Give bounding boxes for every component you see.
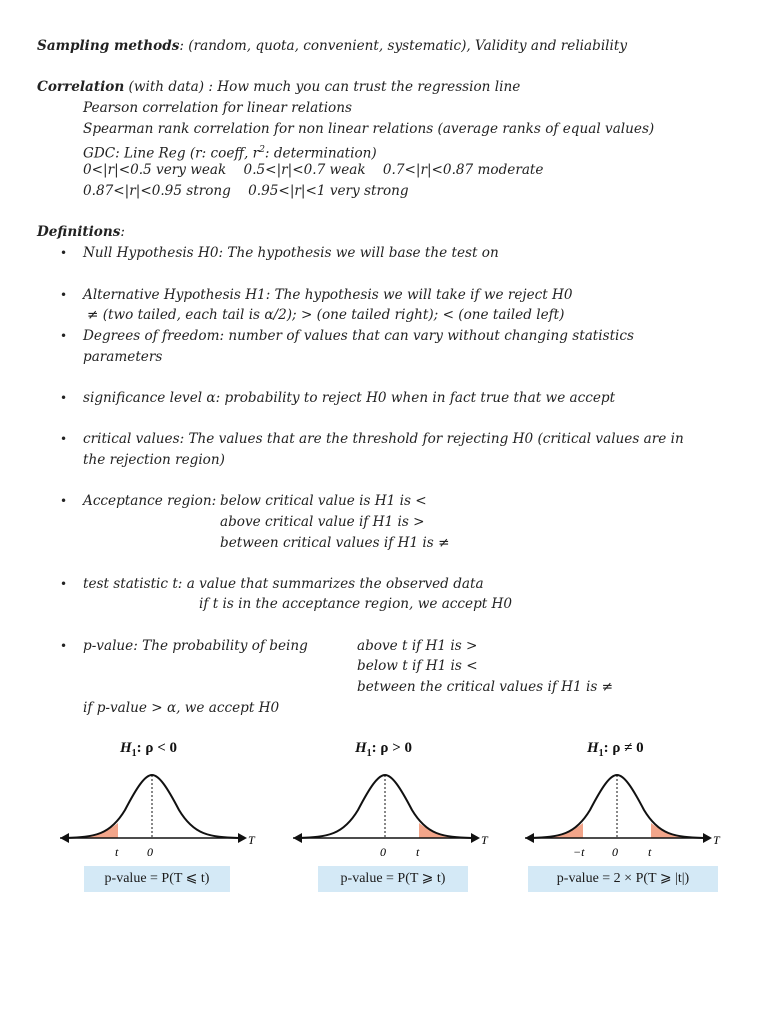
bullet-icon: • [60,639,68,653]
gdc-text-a: GDC: Line Reg (r: coeff, r [83,145,260,162]
plot-1-title: $H_1$: ρ < 0 [120,740,177,759]
p-value-rule: if p-value > α, we accept H0 [83,700,280,716]
acceptance-between: between critical values if H1 is ≠ [220,535,450,551]
bullet-icon: • [60,577,68,591]
plot-2-left-arrow-icon [293,833,302,843]
plot-3-right-arrow-icon [703,833,712,843]
critical-values-cont: the rejection region) [83,452,225,468]
plot-3-axis-label: T [713,833,720,847]
plot-1-p-value: p-value = P(T ⩽ t) [84,866,230,892]
plot-2-axis-label: T [481,833,488,847]
bullet-icon: • [60,494,68,508]
sampling-text: : (random, quota, convenient, systematic), Validity and reliability [179,38,628,54]
plot-2-tick-0: 0 [380,845,386,859]
plot-2-diagram [288,765,498,869]
gdc-text-b: : determination) [264,145,377,162]
acceptance-below: below critical value is H1 is < [220,493,427,509]
plot-2-right-arrow-icon [471,833,480,843]
degrees-of-freedom-cont: parameters [83,349,163,365]
plot-3-diagram [520,765,730,869]
spearman-line: Spearman rank correlation for non linear relations (average ranks of equal values) [83,121,655,137]
alt-hypothesis-tails: ≠ (two tailed, each tail is α/2); > (one tailed right); < (one tailed left) [87,307,565,323]
acceptance-region-label: Acceptance region: [83,493,217,509]
plot-1-right-arrow-icon [238,833,247,843]
p-value-label: p-value: The probability of being [83,638,308,654]
correlation-line [37,78,520,96]
plot-3-p-value: p-value = 2 × P(T ⩾ |t|) [528,866,718,892]
null-hypothesis: Null Hypothesis H0: The hypothesis we will base the test on [83,245,499,261]
bullet-icon: • [60,329,68,343]
plot-3-left-arrow-icon [525,833,534,843]
plot-3-tick-t: t [648,845,652,859]
test-statistic: test statistic t: a value that summarizes the observed data [83,576,484,592]
degrees-of-freedom: Degrees of freedom: number of values that can vary without changing statistics [83,328,634,344]
p-value-above: above t if H1 is > [357,638,478,654]
definitions-heading: Definitions [37,224,121,240]
definitions-colon: : [120,224,126,240]
ranges-line-1: 0<|r|<0.5 very weak 0.5<|r|<0.7 weak 0.7<|r|<0.87 moderate [83,162,544,178]
sampling-line [37,37,627,55]
plot-1-axis-label: T [248,833,255,847]
critical-values: critical values: The values that are the threshold for rejecting H0 (critical values are in [83,431,684,447]
plot-1-left-arrow-icon [60,833,69,843]
plot-3-tick-neg-t: −t [573,845,585,859]
plot-2-p-value: p-value = P(T ⩾ t) [318,866,468,892]
plot-3-tick-0: 0 [612,845,618,859]
p-value-between: between the critical values if H1 is ≠ [357,679,614,695]
bullet-icon: • [60,391,68,405]
bullet-icon: • [60,432,68,446]
plot-1-diagram [55,765,265,869]
plot-1-tick-t: t [115,845,119,859]
plot-2-title: $H_1$: ρ > 0 [355,740,412,759]
sampling-heading: Sampling methods [37,38,180,54]
test-statistic-rule: if t is in the acceptance region, we accept H0 [199,596,513,612]
correlation-heading: Correlation [37,79,125,95]
plot-3-svg [520,765,730,865]
acceptance-above: above critical value if H1 is > [220,514,425,530]
plot-1-tick-0: 0 [147,845,153,859]
ranges-line-2: 0.87<|r|<0.95 strong 0.95<|r|<1 very strong [83,183,409,199]
plot-1-svg [55,765,265,865]
bullet-icon: • [60,288,68,302]
gdc-line [83,141,377,163]
pearson-line: Pearson correlation for linear relations [83,100,352,116]
significance-level: significance level α: probability to reject H0 when in fact true that we accept [83,390,616,406]
correlation-text: (with data) : How much you can trust the regression line [124,79,521,95]
definitions-line [37,223,125,241]
plot-3-title: $H_1$: ρ ≠ 0 [587,740,644,759]
plot-2-tick-t: t [416,845,420,859]
alt-hypothesis: Alternative Hypothesis H1: The hypothesis we will take if we reject H0 [83,287,573,303]
bullet-icon: • [60,246,68,260]
plot-2-svg [288,765,498,865]
gdc-superscript: 2 [259,145,265,155]
p-value-below: below t if H1 is < [357,658,478,674]
